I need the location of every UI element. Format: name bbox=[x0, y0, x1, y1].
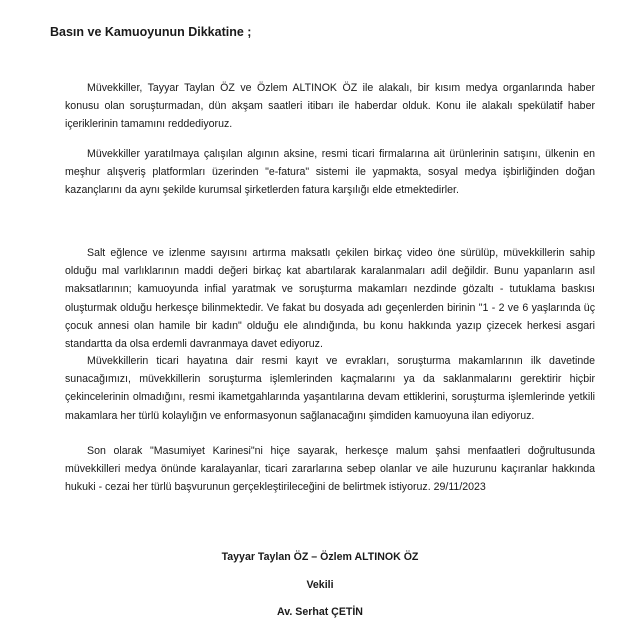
paragraph-4: Müvekkillerin ticari hayatına dair resmi kayıt ve evrakları, soruşturma makamlarının ilk davetinde sunacağımızı, müvekkillerin soruşturma işlemlerinden kaçmalarını ya da saklanmalarını gerektirir hiçbir çekincelerinin olmadığını, resmi ikametgahlarında yaşantılarına devam ettiklerini, soruşturma işlemlerinde yetkili makamlara her türlü kolaylığın ve enformasyonun sağlanacağını şimdiden kamuoyuna ilan ediyoruz. bbox=[65, 355, 595, 422]
document-heading: Basın ve Kamuoyunun Dikkatine ; bbox=[50, 25, 252, 39]
signature-lawyer-name: Av. Serhat ÇETİN bbox=[277, 606, 363, 618]
paragraph-3: Salt eğlence ve izlenme sayısını artırma maksatlı çekilen birkaç video öne sürülüp, müvekkillerin sahip olduğu mal varlıklarının maddi değeri birkaç kat abartılarak karalanmaları adil değildir. Bunu yapanların asıl maksatlarının; kamuoyunda infial yaratmak ve soruşturma makamları nezdinde gözaltı - tutuklama baskısı oluşturmak olduğu herkesçe bilinmektedir. Ve fakat bu dosyada adı geçenlerden birinin "1 - 2 ve 6 yaşlarında üç çocuk annesi olan hamile bir kadın" olduğu ele alındığında, bu konu hakkında yazıp çizecek herkesi asgari standartta da olsa erdemli davranmaya davet ediyoruz. bbox=[65, 247, 595, 351]
signature-client-names: Tayyar Taylan ÖZ – Özlem ALTINOK ÖZ bbox=[221, 551, 419, 563]
paragraph-2: Müvekkiller yaratılmaya çalışılan algının aksine, resmi ticari firmalarına ait ürünlerinin satışını, ülkenin en meşhur alışveriş platformları üzerinden "e-fatura" sistemi ile yapmakta, sosyal medya işbirliğinden doğan kazançlarını da aynı şekilde kurumsal şirketlerden fatura karşılığı elde etmektedirler. bbox=[65, 148, 595, 197]
paragraph-5: Son olarak "Masumiyet Karinesi"ni hiçe sayarak, herkesçe malum şahsi menfaatleri doğrultusunda müvekkilleri medya önünde karalayanlar, ticari zararlarına sebep olanlar ve aile huzurunu kaçıranlar hakkında hukuki - cezai her türlü başvurunun gerçekleştirileceğini de belirtmek istiyoruz. 29/11/2023 bbox=[65, 445, 595, 494]
paragraph-1: Müvekkiller, Tayyar Taylan ÖZ ve Özlem ALTINOK ÖZ ile alakalı, bir kısım medya organlarında haber konusu olan soruşturmadan, dün akşam saatleri itibarı ile haberdar olduk. Konu ile alakalı spekülatif haber içeriklerinin tamamını reddediyoruz. bbox=[65, 82, 595, 131]
signature-role: Vekili bbox=[306, 579, 334, 591]
